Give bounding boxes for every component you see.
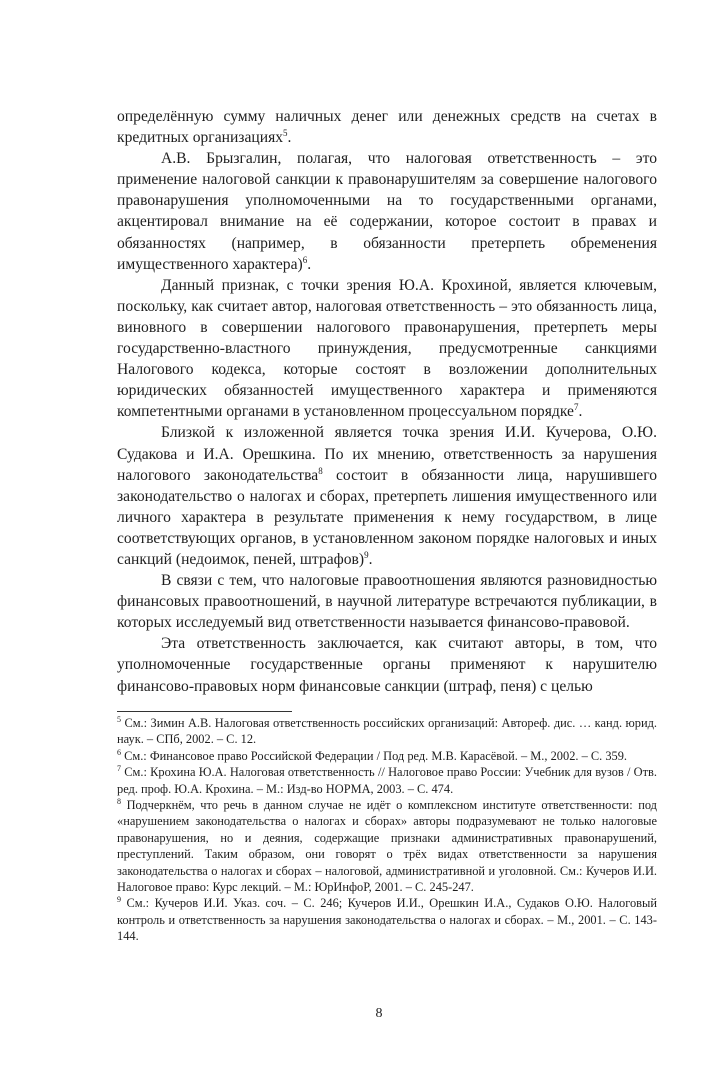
paragraph-4 (117, 422, 657, 570)
footnote-text: См.: Финансовое право Российской Федерации / Под ред. М.В. Карасёвой. – М., 2002. – С. 359. (121, 748, 628, 763)
paragraph-3 (117, 275, 657, 423)
paragraph-text: Данный признак, с точки зрения Ю.А. Крохиной, является ключевым, поскольку, как считает автор, налоговая ответственность – это обязанность лица, виновного в совершении налогового правонарушения, претерпеть меры государственно-властного принуждения, предусмотренные санкциями Налогового кодекса, которые состоят в возложении дополнительных юридических обязанностей имущественного характера и применяются компетентными органами в установленном процессуальном порядке (117, 276, 657, 421)
paragraph-text: определённую сумму наличных денег или денежных средств на счетах в кредитных организациях (117, 108, 657, 147)
page-number: 8 (375, 1006, 383, 1021)
paragraph-tail: . (578, 403, 583, 421)
main-text (117, 106, 657, 697)
paragraph-5 (117, 570, 657, 633)
paragraph-tail: . (287, 129, 292, 147)
paragraph-text: А.В. Брызгалин, полагая, что налоговая ответственность – это применение налоговой санкции к правонарушителям за совершение налогового правонарушения уполномоченными на то государственными органами, акцентировал внимание на её содержании, которое состоит в правах и обязанностях (например, в обязанности претерпеть обременения имущественного характера) (117, 150, 657, 273)
footnote-text: См.: Зимин А.В. Налоговая ответственность российских организаций: Автореф. дис. … канд. юрид. наук. – СПб, 2002. – С. 12. (117, 716, 657, 747)
paragraph-1 (117, 106, 657, 148)
paragraph-text: В связи с тем, что налоговые правоотношения являются разновидностью финансовых правоотношений, в научной литературе встречаются публикации, в которых исследуемый вид ответственности называется финансово-правовой. (117, 572, 657, 632)
footnote-number: 8 (117, 796, 121, 806)
paragraph-text: Близкой к изложенной является точка зрения И.И. Кучерова, О.Ю. Судакова и И.А. Орешкина. По их мнению, ответственность за нарушения налогового законодательства (117, 424, 657, 484)
footnote-7 (117, 764, 657, 797)
footnote-5 (117, 715, 657, 748)
footnote-number: 9 (117, 895, 121, 905)
footnote-text: См.: Крохина Ю.А. Налоговая ответственность // Налоговое право России: Учебник для вузов / Отв. ред. проф. Ю.А. Крохина. – М.: Изд-во НОРМА, 2003. – С. 474. (117, 765, 657, 796)
footnote-number: 5 (117, 714, 121, 724)
footnote-number: 6 (117, 747, 121, 757)
paragraph-tail: . (368, 550, 373, 568)
footnote-separator (117, 711, 292, 712)
paragraph-6 (117, 633, 657, 696)
paragraph-2 (117, 148, 657, 275)
footnote-ref-7[interactable]: 7 (573, 402, 579, 413)
footnote-ref-6[interactable]: 6 (302, 254, 308, 265)
footnote-8 (117, 797, 657, 895)
paragraph-text: состоит в обязанности лица, нарушившего законодательство о налогах и сборах, претерпеть лишения имущественного или личного характера в результате применения к нему государством, в лице соответствующих органов, в установленном законом порядке налоговых и иных санкций (недоимок, пеней, штрафов) (117, 466, 657, 568)
footnote-6 (117, 748, 657, 764)
footnote-ref-5[interactable]: 5 (283, 127, 288, 138)
footnote-ref-9[interactable]: 9 (364, 549, 369, 560)
footnote-text: Подчеркнём, что речь в данном случае не идёт о комплексном институте ответственности: под «нарушением законодательства о налогах и сборах» авторы подразумевают не только налоговые правонарушения, но и деяния, содержащие признаки административных правонарушений, преступлений. Таким образом, они говорят о трёх видах ответственности за нарушения законодательства о налогах и сборах – налоговой, административной и уголовной. См.: Кучеров И.И. Налоговое право: Курс лекций. – М.: ЮрИнфоР, 2001. – С. 245-247. (117, 798, 657, 895)
paragraph-text: Эта ответственность заключается, как считают авторы, в том, что уполномоченные государственные органы применяют к нарушителю финансово-правовых норм финансовые санкции (штраф, пеня) с целью (117, 635, 657, 695)
footnotes (117, 715, 657, 945)
footnote-ref-8[interactable]: 8 (318, 465, 323, 476)
paragraph-tail: . (307, 255, 312, 273)
footnote-number: 7 (117, 764, 121, 774)
footnote-text: См.: Кучеров И.И. Указ. соч. – С. 246; Кучеров И.И., Орешкин И.А., Судаков О.Ю. Налоговый контроль и ответственность за нарушения законодательства о налогах и сборах. – М., 2001. – С. 143-144. (117, 896, 657, 944)
footnote-9 (117, 895, 657, 944)
